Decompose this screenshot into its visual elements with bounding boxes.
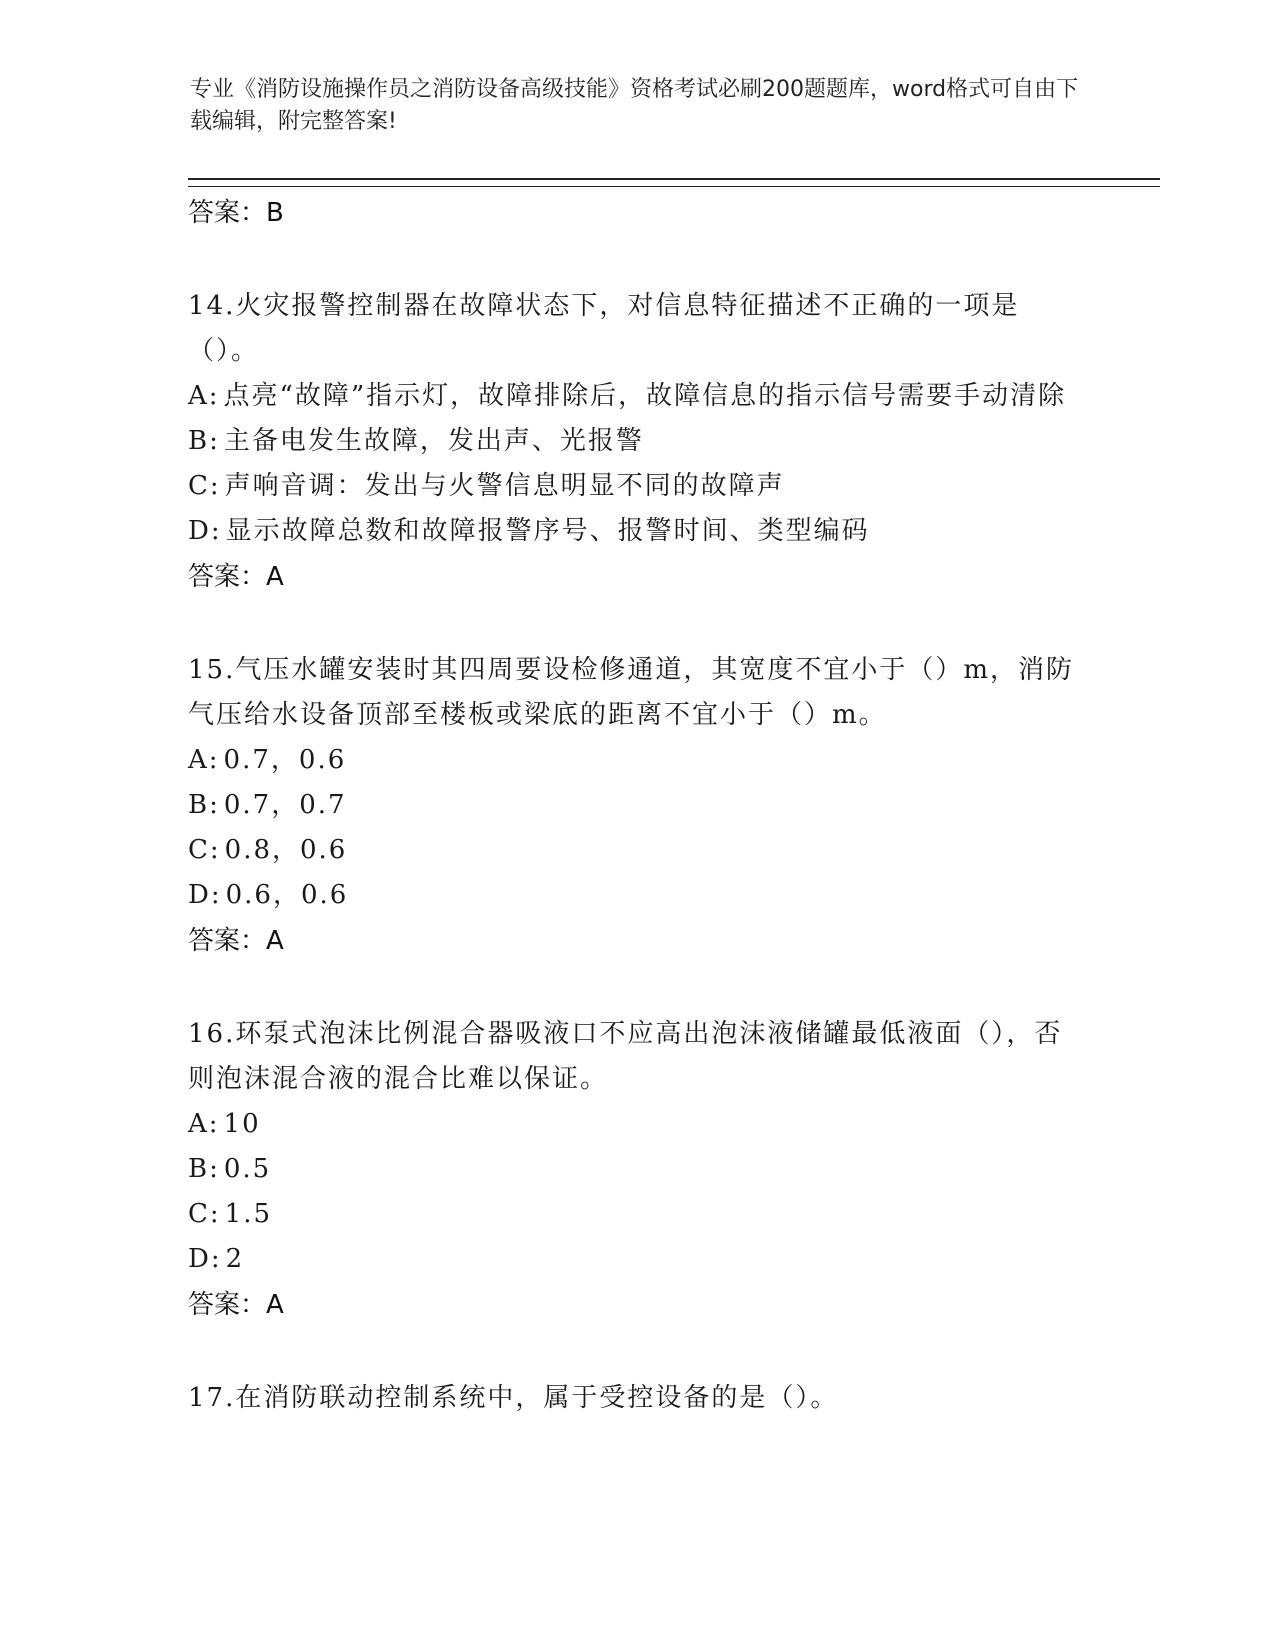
page-header: 专业《消防设施操作员之消防设备高级技能》资格考试必刷200题题库，word格式可自由下载编辑，附完整答案! (190, 77, 1079, 134)
option-letter: C: (188, 835, 221, 865)
question-stem: 16.环泵式泡沫比例混合器吸液口不应高出泡沫液储罐最低液面（），否则泡沫混合液的混合比难以保证。 (188, 1019, 1063, 1094)
question-15 (188, 648, 1088, 964)
answer-line: 答案：A (188, 926, 284, 956)
option-c (188, 1192, 1088, 1237)
option-letter: C: (188, 471, 221, 501)
option-letter: D: (188, 516, 222, 546)
question-stem: 15.气压水罐安装时其四周要设检修通道，其宽度不宜小于（）m，消防气压给水设备顶部至楼板或梁底的距离不宜小于（）m。 (188, 655, 1075, 730)
option-text: 0.5 (223, 1154, 272, 1184)
option-a (188, 738, 1088, 783)
option-letter: A: (188, 745, 220, 775)
option-letter: A: (188, 1109, 220, 1139)
question-17 (188, 1376, 1088, 1421)
option-b (188, 419, 1088, 464)
header-divider (188, 178, 1160, 187)
option-d (188, 873, 1088, 918)
question-14 (188, 284, 1088, 600)
option-b (188, 1147, 1088, 1192)
option-a (188, 1102, 1088, 1147)
option-text: 2 (225, 1244, 245, 1274)
answer-line: 答案：B (188, 198, 284, 228)
option-letter: C: (188, 1199, 221, 1229)
option-text: 1.5 (224, 1199, 273, 1229)
option-d (188, 1237, 1088, 1282)
option-b (188, 783, 1088, 828)
option-text: 0.6，0.6 (225, 880, 349, 910)
option-text: 点亮“故障”指示灯，故障排除后，故障信息的指示信号需要手动清除 (223, 381, 1067, 411)
option-a (188, 374, 1088, 419)
answer-line: 答案：A (188, 562, 284, 592)
option-letter: B: (188, 1154, 220, 1184)
option-text: 0.7，0.7 (223, 790, 347, 820)
option-text: 0.7，0.6 (223, 745, 347, 775)
question-16 (188, 1012, 1088, 1328)
document-body (188, 190, 1088, 1421)
option-c (188, 828, 1088, 873)
question-stem: 17.在消防联动控制系统中，属于受控设备的是（）。 (188, 1383, 839, 1413)
option-letter: D: (188, 880, 222, 910)
option-text: 显示故障总数和故障报警序号、报警时间、类型编码 (225, 516, 870, 546)
answer-line: 答案：A (188, 1290, 284, 1320)
option-text: 主备电发生故障，发出声、光报警 (223, 426, 644, 456)
option-c (188, 464, 1088, 509)
option-text: 声响音调：发出与火警信息明显不同的故障声 (224, 471, 785, 501)
option-letter: B: (188, 790, 220, 820)
question-stem: 14.火灾报警控制器在故障状态下，对信息特征描述不正确的一项是（）。 (188, 291, 1020, 366)
option-text: 10 (223, 1109, 261, 1139)
option-letter: A: (188, 381, 220, 411)
option-letter: B: (188, 426, 220, 456)
option-letter: D: (188, 1244, 222, 1274)
option-d (188, 509, 1088, 554)
option-text: 0.8，0.6 (224, 835, 348, 865)
